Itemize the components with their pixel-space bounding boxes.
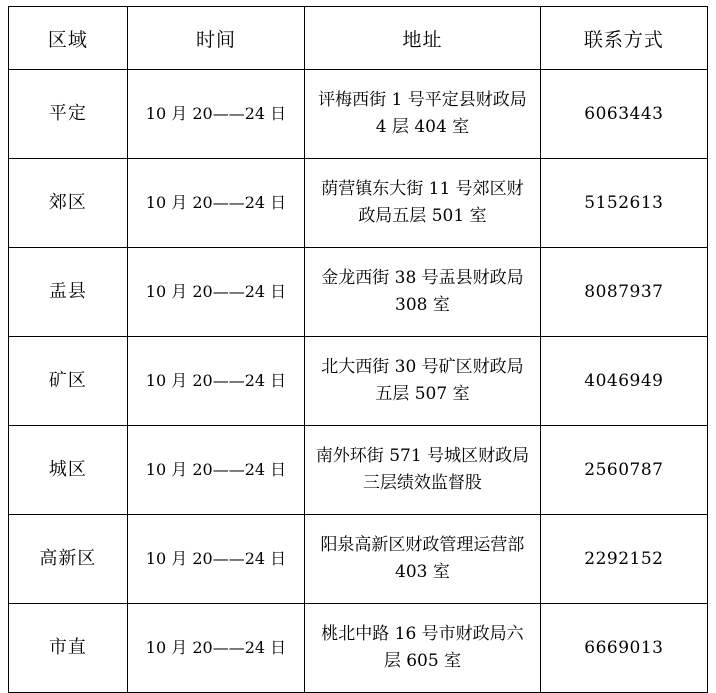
table-row: [9, 604, 708, 693]
cell-address: 荫营镇东大街 11 号郊区财政局五层 501 室: [305, 159, 541, 248]
table-body: [9, 70, 708, 693]
cell-time: 10 月 20——24 日: [127, 248, 304, 337]
column-header-time: 时间: [127, 7, 304, 70]
cell-address: 金龙西街 38 号盂县财政局 308 室: [305, 248, 541, 337]
cell-phone: 5152613: [540, 159, 707, 248]
table-header: [9, 7, 708, 70]
cell-address: 北大西街 30 号矿区财政局五层 507 室: [305, 337, 541, 426]
cell-region: 矿区: [9, 337, 128, 426]
cell-region: 平定: [9, 70, 128, 159]
cell-phone: 2560787: [540, 426, 707, 515]
cell-address: 南外环街 571 号城区财政局三层绩效监督股: [305, 426, 541, 515]
table-row: [9, 515, 708, 604]
cell-phone: 2292152: [540, 515, 707, 604]
cell-region: 市直: [9, 604, 128, 693]
cell-time: 10 月 20——24 日: [127, 604, 304, 693]
table-row: [9, 426, 708, 515]
cell-time: 10 月 20——24 日: [127, 159, 304, 248]
table-row: [9, 248, 708, 337]
cell-address: 桃北中路 16 号市财政局六层 605 室: [305, 604, 541, 693]
column-header-region: 区域: [9, 7, 128, 70]
document-page: [0, 6, 716, 687]
cell-region: 盂县: [9, 248, 128, 337]
cell-region: 郊区: [9, 159, 128, 248]
cell-time: 10 月 20——24 日: [127, 70, 304, 159]
cell-address: 阳泉高新区财政管理运营部 403 室: [305, 515, 541, 604]
table-row: [9, 337, 708, 426]
cell-phone: 6669013: [540, 604, 707, 693]
column-header-address: 地址: [305, 7, 541, 70]
table-row: [9, 159, 708, 248]
cell-region: 高新区: [9, 515, 128, 604]
cell-phone: 4046949: [540, 337, 707, 426]
cell-region: 城区: [9, 426, 128, 515]
contact-info-table: [8, 6, 708, 693]
cell-time: 10 月 20——24 日: [127, 426, 304, 515]
cell-time: 10 月 20——24 日: [127, 337, 304, 426]
cell-time: 10 月 20——24 日: [127, 515, 304, 604]
table-row: [9, 70, 708, 159]
cell-address: 评梅西街 1 号平定县财政局 4 层 404 室: [305, 70, 541, 159]
cell-phone: 8087937: [540, 248, 707, 337]
table-header-row: [9, 7, 708, 70]
column-header-contact: 联系方式: [540, 7, 707, 70]
cell-phone: 6063443: [540, 70, 707, 159]
